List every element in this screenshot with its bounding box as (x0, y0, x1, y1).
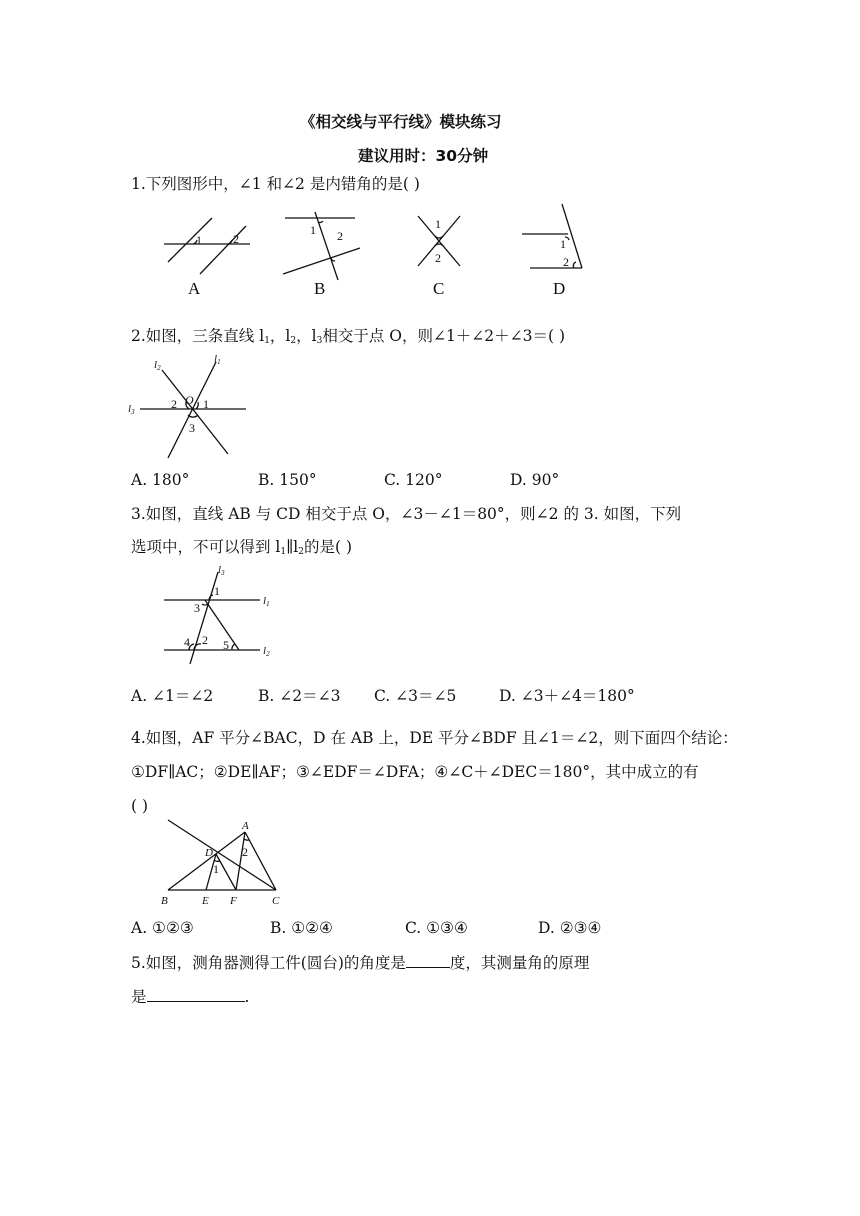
q3-angle4: 4 (184, 635, 190, 649)
q3-l1-label: l1 (263, 595, 270, 608)
q5-line2: 是 . (131, 988, 250, 1006)
q4-angle2: 2 (242, 845, 248, 859)
q3-option-d: D. ∠3＋∠4＝180° (499, 687, 635, 705)
q4-line2: ①DF∥AC；②DE∥AF；③∠EDF＝∠DFA；④∠C＋∠DEC＝180°，其中成立的有 (131, 763, 699, 781)
q4-line1: 4.如图，AF 平分∠BAC，D 在 AB 上，DE 平分∠BDF 且∠1＝∠2，则下面四个结论： (131, 729, 738, 747)
q4-point-f: F (230, 895, 237, 907)
q4-option-a: A. ①②③ (131, 919, 194, 937)
q1-label-c: C (433, 279, 445, 298)
q3-angle1: 1 (214, 584, 220, 598)
q1-figure-c (418, 216, 460, 298)
q4-line3: ( ) (131, 797, 149, 815)
q4-angle1: 1 (213, 862, 219, 876)
q3-l2-label: l2 (263, 645, 270, 658)
q2-option-d: D. 90° (510, 471, 560, 489)
page-subtitle: 建议用时：30分钟 (358, 147, 489, 165)
q2-stem: 2.如图，三条直线 $l_1$，$l_2$，$l_3$相交于点 O，则∠1＋∠2＋∠3＝( ) (131, 327, 566, 346)
q1-label-b: B (314, 279, 326, 298)
q3-line1: 3.如图，直线 AB 与 CD 相交于点 O，∠3－∠1＝80°，则∠2 的 3. 如图，下列 (131, 505, 682, 523)
q2-option-b: B. 150° (258, 471, 317, 489)
q1-a-angle2: 2 (233, 232, 239, 246)
q2-angle1: 1 (203, 397, 209, 411)
q2-angle2: 2 (171, 397, 177, 411)
q2-l2-label: l2 (154, 359, 161, 372)
q4-figure (158, 820, 288, 912)
q1-figure-b (283, 212, 360, 298)
q1-a-angle1: 1 (196, 233, 202, 247)
q4-option-b: B. ①②④ (270, 919, 333, 937)
q1-d-angle2: 2 (563, 255, 569, 269)
q3-angle5: 5 (223, 638, 229, 652)
q1-c-angle1: 1 (435, 217, 441, 231)
q3-option-c: C. ∠3＝∠5 (374, 687, 457, 705)
q1-stem: 1.下列图形中，∠1 和∠2 是内错角的是( ) (131, 175, 420, 193)
q1-label-a: A (188, 279, 201, 298)
q2-option-a: A. 180° (131, 471, 190, 489)
q2-l1-label: l1 (214, 353, 221, 366)
q3-line2: 选项中，不可以得到 $l_1\parallel l_2$的是( ) (131, 538, 353, 557)
q1-d-angle1: 1 (560, 237, 566, 251)
q4-point-b: B (161, 895, 168, 907)
q1-figure-d (522, 204, 582, 298)
q3-option-b: B. ∠2＝∠3 (258, 687, 341, 705)
q1-b-angle2: 2 (337, 229, 343, 243)
q4-point-a: A (242, 820, 249, 832)
q5-answer-blank-2[interactable] (147, 986, 245, 1002)
q4-point-c: C (272, 895, 280, 907)
page-title: 《相交线与平行线》模块练习 (300, 113, 502, 131)
q2-angle3: 3 (189, 421, 195, 435)
q3-figure (160, 562, 280, 670)
q1-figures (150, 210, 600, 306)
q1-figure-a (164, 218, 250, 298)
q4-option-c: C. ①③④ (405, 919, 468, 937)
q2-figure (128, 352, 258, 460)
q4-option-d: D. ②③④ (538, 919, 602, 937)
q3-angle3: 3 (194, 601, 200, 615)
q3-l3-label: l3 (218, 564, 225, 577)
q5-line1: 5.如图，测角器测得工件(圆台)的角度是 度，其测量角的原理 (131, 954, 590, 972)
q2-option-c: C. 120° (384, 471, 443, 489)
q1-label-d: D (553, 279, 566, 298)
q5-answer-blank-1[interactable] (406, 952, 450, 968)
q3-option-a: A. ∠1＝∠2 (131, 687, 214, 705)
q4-point-d: D (205, 847, 213, 859)
q4-point-e: E (202, 895, 209, 907)
q2-point-o: O (185, 393, 194, 407)
q1-c-angle2: 2 (435, 251, 441, 265)
q3-angle2: 2 (202, 633, 208, 647)
q2-l3-label: l3 (128, 403, 135, 416)
q1-b-angle1: 1 (310, 223, 316, 237)
